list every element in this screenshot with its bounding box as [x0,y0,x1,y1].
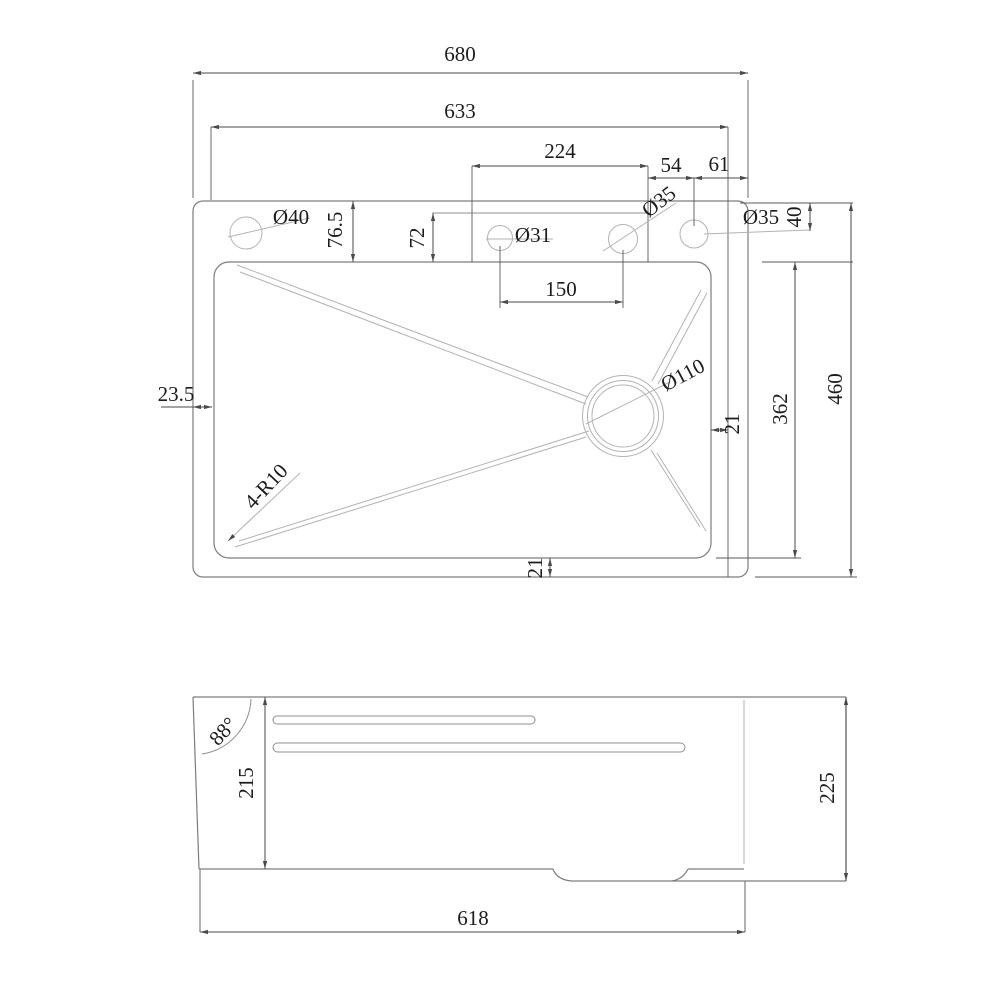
dim-base-width: 618 [457,906,489,930]
dim-right-gap: 21 [720,413,744,435]
dim-wall-angle: 88° [204,712,242,751]
waterfall-slot-1 [273,716,535,724]
dim-overall-depth: 460 [823,373,847,405]
dim-left-offset: 23.5 [157,382,195,406]
drain-outer-circle [583,376,664,457]
drain [583,376,664,457]
side-view [193,697,846,932]
top-view [158,42,857,579]
bump-right-arc [672,869,688,881]
label-drain-dia: Ø110 [656,353,709,397]
dim-bowl-depth: 362 [768,393,792,425]
dim-step-depth: 72 [405,227,429,249]
side-left-wall [193,697,199,869]
dim-hole-spacing: 150 [545,277,577,301]
dim-left-height: 215 [234,767,258,799]
label-hole-40: Ø40 [272,205,310,229]
dim-overall-width: 680 [444,42,476,66]
bump-left-arc [553,869,572,881]
label-hole-35-mid: Ø35 [637,180,681,223]
drain-grooves [235,265,707,547]
dim-gap-61: 61 [708,152,730,176]
sink-bowl-edge [214,262,711,558]
waterfall-slot-2 [273,743,685,752]
dim-cutout-width: 633 [444,99,476,123]
dim-right-height: 225 [815,772,839,804]
dim-deck-depth: 76.5 [323,211,347,249]
label-hole-35-right: Ø35 [742,205,780,229]
hole-35-mid [609,225,638,254]
drain-mid-circle [588,381,659,452]
dim-hole-offset: 40 [782,206,806,228]
top-view-dimensions [158,42,857,579]
label-hole-31: Ø31 [514,223,552,247]
dim-gap-54: 54 [660,153,682,177]
dim-bottom-gap: 21 [523,557,547,579]
dim-tray-width: 224 [544,139,576,163]
label-corner-radius: 4-R10 [239,458,293,514]
